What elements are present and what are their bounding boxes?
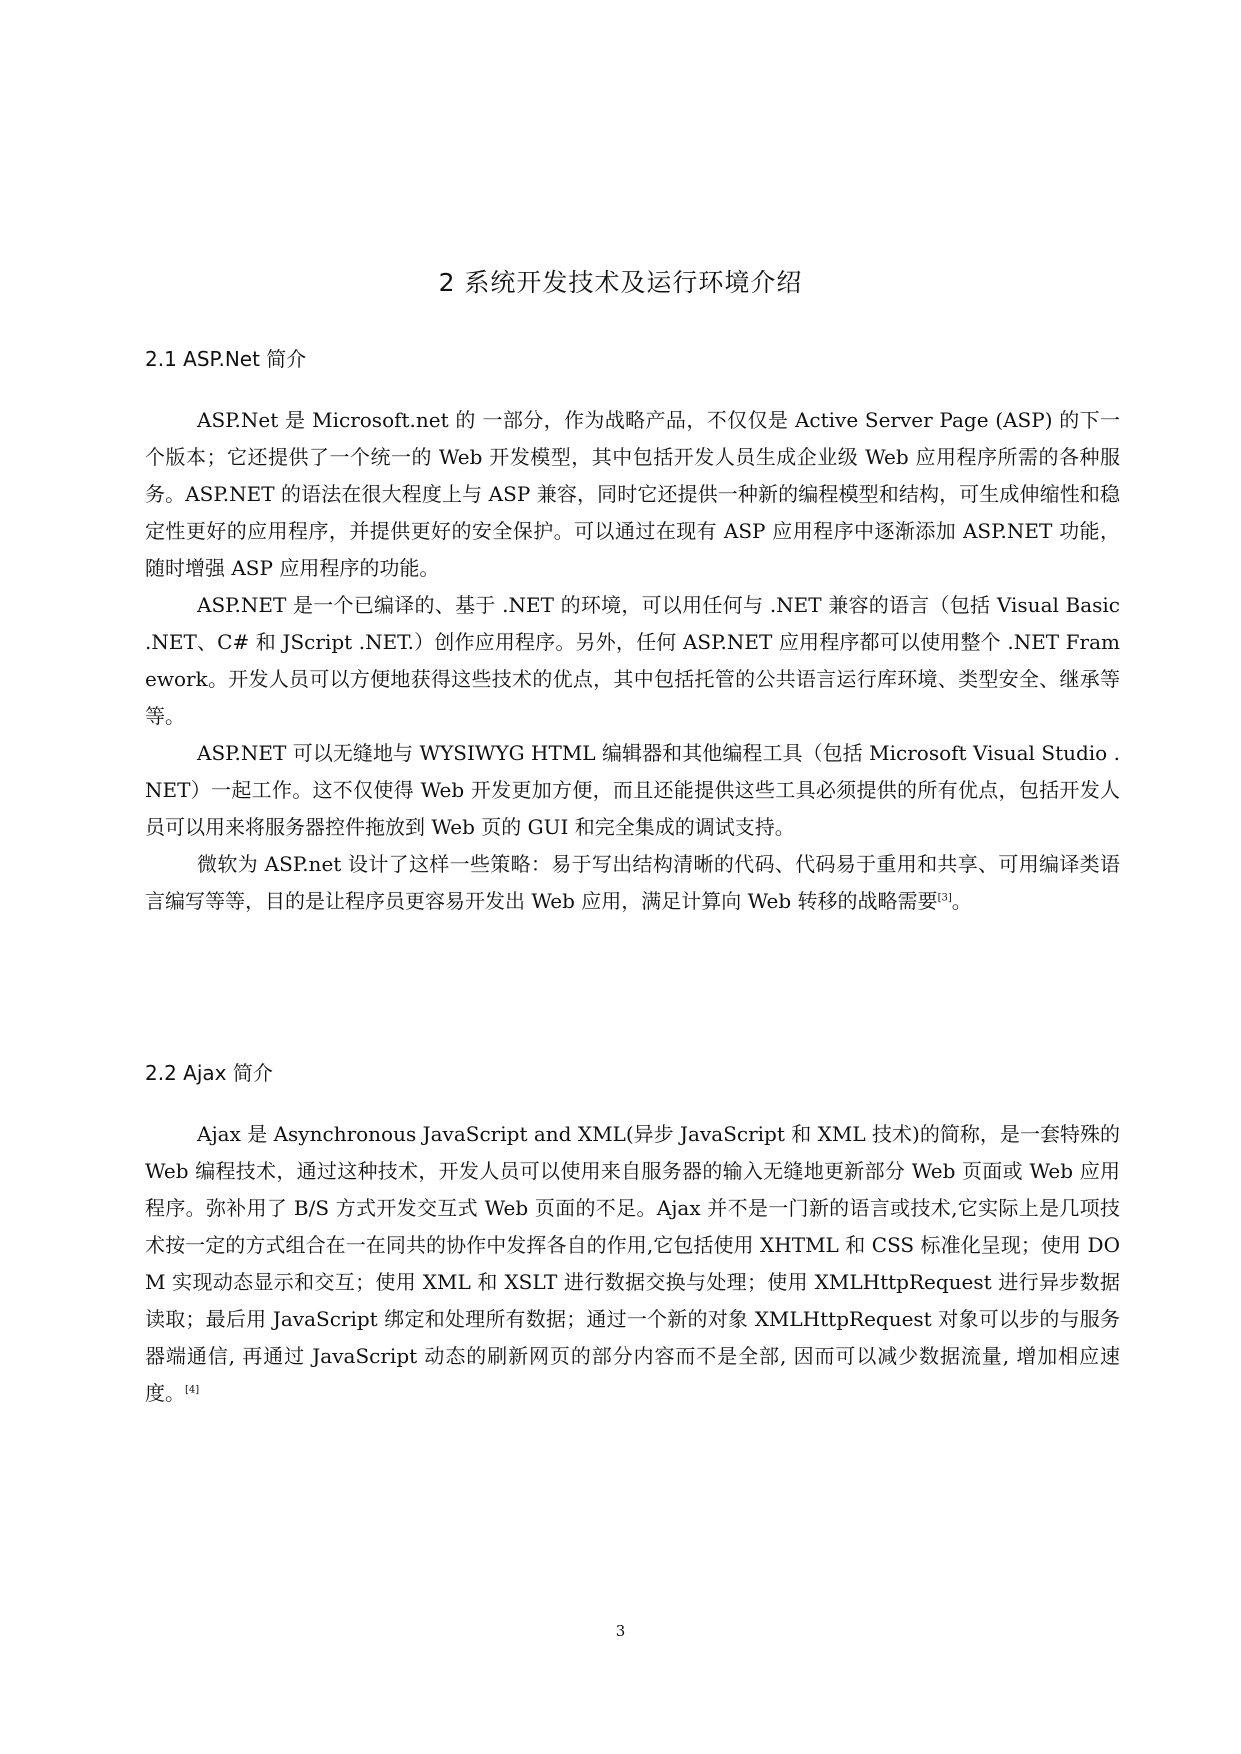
section-heading-2-1: 2.1 ASP.Net 简介	[145, 347, 307, 371]
paragraph-asp-intro: ASP.Net 是 Microsoft.net 的 一部分，作为战略产品，不仅仅是 Active Server Page (ASP) 的下一个版本；它还提供了一个统一的 Web 开发模型，其中包括开发人员生成企业级 Web 应用程序所需的各种服务。ASP.NET 的语法在很大程度上与 ASP 兼容，同时它还提供一种新的编程模型和结构，可生成伸缩性和稳定性更好的应用程序，并提供更好的安全保护。可以通过在现有 ASP 应用程序中逐渐添加 ASP.NET 功能，随时增强 ASP 应用程序的功能。	[145, 408, 1120, 580]
chapter-title: 2 系统开发技术及运行环境介绍	[438, 268, 803, 297]
paragraph-asp-compiled: ASP.NET 是一个已编译的、基于 .NET 的环境，可以用任何与 .NET 兼容的语言（包括 Visual Basic .NET、C# 和 JScript .NET.）创作应用程序。另外，任何 ASP.NET 应用程序都可以使用整个 .NET Framework。开发人员可以方便地获得这些技术的优点，其中包括托管的公共语言运行库环境、类型安全、继承等等。	[145, 593, 1120, 728]
section-body-2-2	[145, 1116, 1120, 1412]
citation-ref: [4]	[185, 1384, 200, 1396]
paragraph-asp-strategy	[145, 846, 1120, 920]
section-body-2-1	[145, 402, 1120, 920]
citation-ref: [3]	[937, 892, 952, 904]
section-heading-2-2: 2.2 Ajax 简介	[145, 1061, 273, 1085]
paragraph-tail: 。	[951, 889, 972, 913]
page-number: 3	[615, 1622, 626, 1640]
paragraph-asp-wysiwyg: ASP.NET 可以无缝地与 WYSIWYG HTML 编辑器和其他编程工具（包括 Microsoft Visual Studio .NET）一起工作。这不仅使得 Web 开发更加方便，而且还能提供这些工具必须提供的所有优点，包括开发人员可以用来将服务器控件拖放到 Web 页的 GUI 和完全集成的调试支持。	[145, 741, 1120, 839]
paragraph-text: Ajax 是 Asynchronous JavaScript and XML(异步 JavaScript 和 XML 技术)的简称，是一套特殊的 Web 编程技术，通过这种技术，开发人员可以使用来自服务器的输入无缝地更新部分 Web 页面或 Web 应用程序。弥补用了 B/S 方式开发交互式 Web 页面的不足。Ajax 并不是一门新的语言或技术,它实际上是几项技术按一定的方式组合在一在同共的协作中发挥各自的作用,它包括使用 XHTML 和 CSS 标准化呈现；使用 DOM 实现动态显示和交互；使用 XML 和 XSLT 进行数据交换与处理；使用 XMLHttpRequest 进行异步数据读取；最后用 JavaScript 绑定和处理所有数据；通过一个新的对象 XMLHttpRequest 对象可以步的与服务器端通信, 再通过 JavaScript 动态的刷新网页的部分内容而不是全部, 因而可以减少数据流量, 增加相应速度。	[145, 1122, 1120, 1405]
paragraph-ajax-intro	[145, 1116, 1120, 1412]
paragraph-text: 微软为 ASP.net 设计了这样一些策略：易于写出结构清晰的代码、代码易于重用和共享、可用编译类语言编写等等，目的是让程序员更容易开发出 Web 应用，满足计算向 Web 转移的战略需要	[145, 852, 1120, 913]
